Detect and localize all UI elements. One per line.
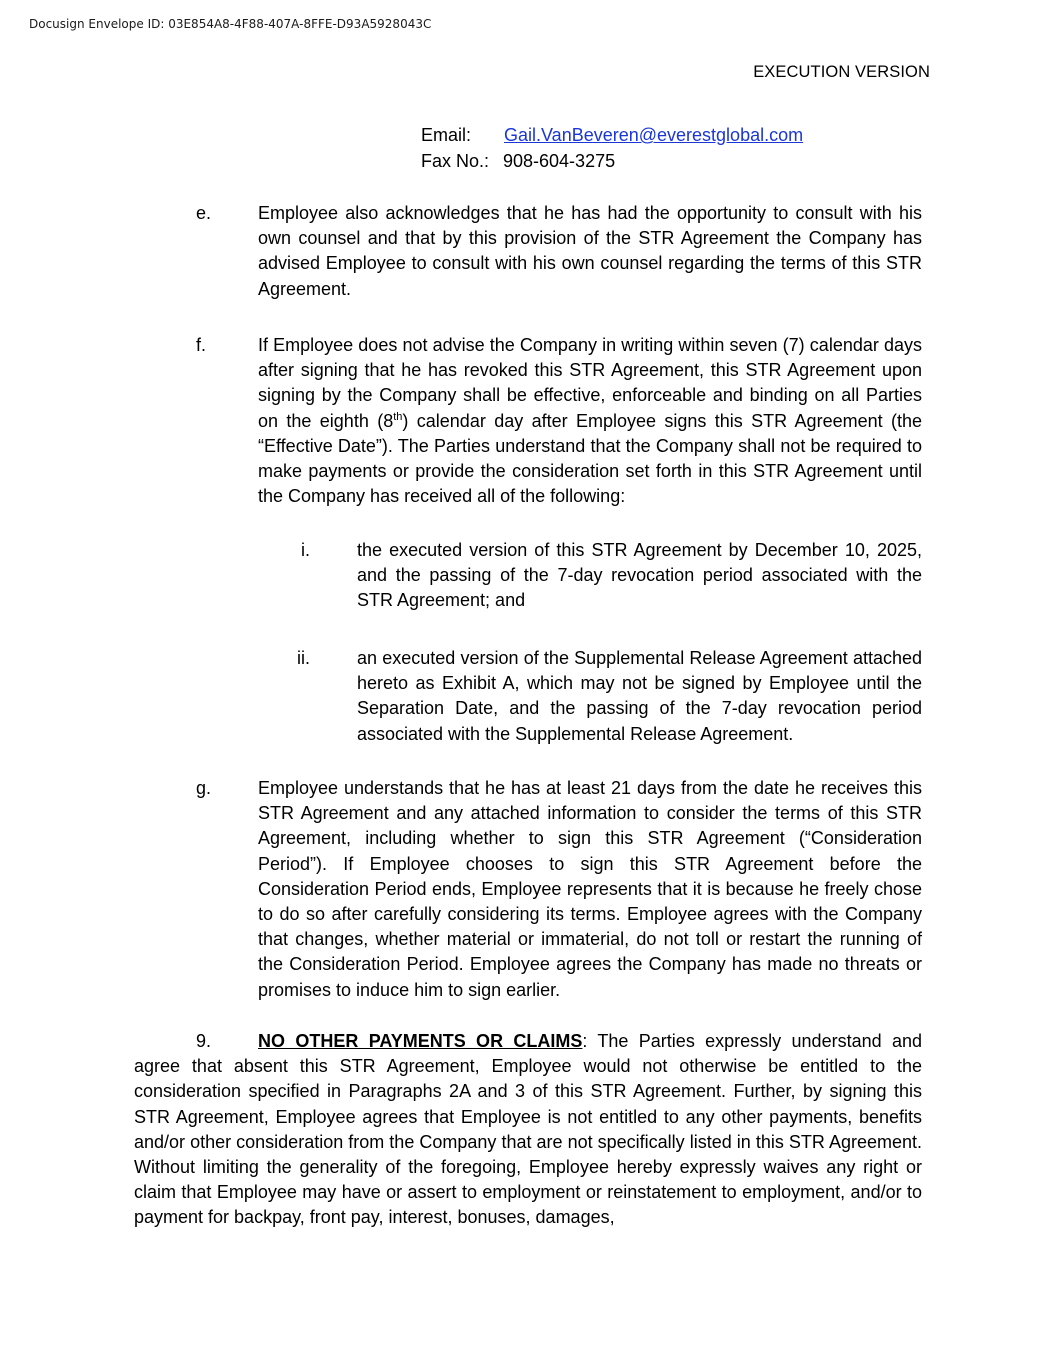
item-g-marker: g.: [196, 778, 212, 798]
item-f-text-part2: ) calendar day after Employee signs this STR Agreement (the “Effective Date”). The Parties understand that the Company shall not be required to make payments or provide the consideration set forth in this STR Agreement until the Company has received all of the following:: [258, 410, 922, 507]
item-g-text: Employee understands that he has at least 21 days from the date he receives this STR Agreement and any attached information to consider the terms of this STR Agreement, including whether to sign this STR Agreement (“Consideration Period”). If Employee chooses to sign this STR Agreement before the Consideration Period ends, Employee represents that it is because he freely chose to do so after carefully considering its terms. Employee agrees with the Company that changes, whether material or immaterial, do not toll or restart the running of the Consideration Period. Employee agrees the Company has made no threats or promises to induce him to sign earlier.: [258, 778, 922, 1000]
section-9-paragraph: [134, 1029, 922, 1231]
section-9-text: : The Parties expressly understand and agree that absent this STR Agreement, Employee would not otherwise be entitled to the consideration specified in Paragraphs 2A and 3 of this STR Agreement. Further, by signing this STR Agreement, Employee agrees that Employee is not entitled to any other payments, benefits and/or other consideration from the Company that are not specifically listed in this STR Agreement. Without limiting the generality of the foregoing, Employee hereby expressly waives any right or claim that Employee may have or assert to employment or reinstatement to employment, and/or to payment for backpay, front pay, interest, bonuses, damages,: [134, 1031, 922, 1228]
email-link[interactable]: Gail.VanBeveren@everestglobal.com: [504, 125, 804, 145]
item-f-ii-marker: ii.: [297, 648, 310, 668]
email-label: Email:: [421, 125, 472, 145]
item-f-ii-text: an executed version of the Supplemental Release Agreement attached hereto as Exhibit A, which may not be signed by Employee until the Separation Date, and the passing of the 7-day revocation period associated with the Supplemental Release Agreement.: [357, 648, 922, 744]
item-f-marker: f.: [196, 335, 207, 355]
fax-label: Fax No.:: [421, 151, 490, 171]
docusign-envelope-id: Docusign Envelope ID: 03E854A8-4F88-407A-8FFE-D93A5928043C: [29, 17, 432, 31]
fax-number: 908-604-3275: [503, 151, 616, 171]
item-e-marker: e.: [196, 203, 212, 223]
fax-line: [421, 151, 615, 172]
item-f-i-marker: i.: [301, 540, 310, 560]
item-e-text: Employee also acknowledges that he has had the opportunity to consult with his own counsel and that by this provision of the STR Agreement the Company has advised Employee to consult with his own counsel regarding the terms of this STR Agreement.: [258, 203, 922, 299]
execution-version-label: EXECUTION VERSION: [753, 63, 930, 81]
section-9-number: 9.: [196, 1031, 212, 1051]
section-9-heading: NO OTHER PAYMENTS OR CLAIMS: [258, 1031, 583, 1051]
item-f-text-part1: If Employee does not advise the Company in writing within seven (7) calendar days after signing that he has revoked this STR Agreement, this STR Agreement upon signing by the Company shall be effective, enforceable and binding on all Parties on the eighth (8: [258, 335, 922, 431]
item-f-i-text: the executed version of this STR Agreement by December 10, 2025, and the passing of the 7-day revocation period associated with the STR Agreement; and: [357, 540, 922, 611]
ordinal-superscript: th: [393, 410, 403, 423]
item-f-text: [258, 333, 922, 509]
email-line: [421, 125, 803, 146]
